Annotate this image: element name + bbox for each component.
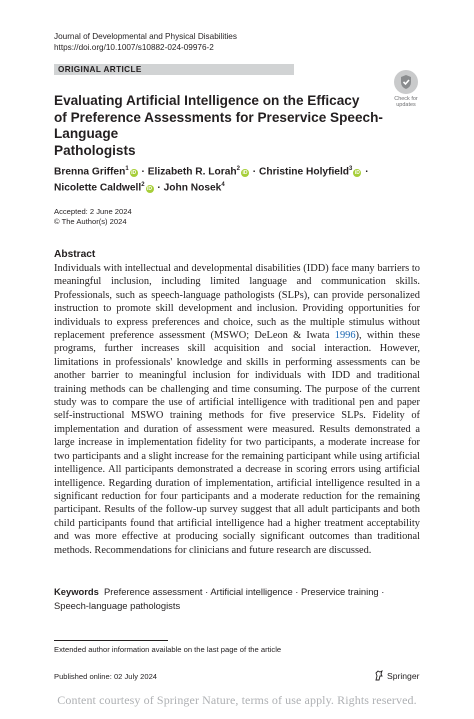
journal-name: Journal of Developmental and Physical Disabilities — [54, 32, 237, 41]
keywords-section — [54, 585, 420, 612]
footnote-extended-info: Extended author information available on the last page of the article — [54, 645, 282, 654]
title-line: Pathologists — [54, 142, 136, 158]
abstract-text: ), within these programs, further increases skill acquisition and social interaction. However, limitations in professionals' knowledge and skills in performing assessments can be another barrier to meaningful inclusion for individuals with IDD and traditional training methods can be challenging and time consuming. The purpose of the current study was to compare the use of artificial intelligence with traditional pen and paper self-instructional MSWO training methods for five preservice SLPs. Fidelity of implementation and duration of assessment were measured. Results demonstrated a large increase in implementation fidelity for two participants, a moderate increase for two participants and a slight increase for the remaining participant while using artificial intelligence. All participants demonstrated a decrease in scoring errors using artificial intelligence. Regarding duration of implementation, artificial intelligence resulted in a significant reduction for four participants and a moderate reduction for the remaining participant. Results of the follow-up survey suggest that all adult participants and both child participants found that artificial intelligence had a higher treatment acceptability and was more effective at producing socially significant outcomes than traditional methods. Recommendations for clinicians and future research are discussed. — [54, 330, 420, 556]
orcid-icon[interactable]: iD — [354, 170, 360, 177]
article-dates — [54, 207, 132, 226]
footnote-divider — [54, 640, 168, 641]
abstract-heading: Abstract — [54, 249, 96, 260]
author-affiliation: 2 — [236, 166, 240, 172]
abstract-text: Individuals with intellectual and developmental disabilities (IDD) face many barriers to meaningful inclusion, including limited language and communication skills. Professionals, such as speech-language pathologists (SLPs), can provide personalized instruction to promote skill development and inclusion. Providing opportunities for individuals to express preferences and choice, such as the multiple stimulus without replacement preference assessment (MSWO; DeLeon & Iwata — [54, 263, 420, 342]
author-name[interactable]: Brenna Griffen — [54, 166, 126, 178]
author-affiliation: 3 — [349, 166, 353, 172]
author-affiliation: 4 — [221, 181, 225, 188]
journal-header — [54, 31, 237, 53]
author-name[interactable]: John Nosek — [163, 182, 222, 194]
citation-link[interactable]: 1996 — [334, 330, 356, 342]
orcid-icon[interactable]: iD — [147, 186, 153, 193]
publisher-name: Springer — [387, 670, 420, 681]
author-name[interactable]: Nicolette Caldwell — [54, 182, 142, 194]
author-list: Brenna Griffen$^1$iD · Elizabeth R. Lorah$^2$iD · Christine Holyfield$^3$iD · Nicolette Caldwell$^2$iD · John Nosek$^4$ — [54, 166, 369, 194]
author-name[interactable]: Elizabeth R. Lorah — [147, 166, 237, 178]
doi-link[interactable]: https://doi.org/10.1007/s10882-024-09976-2 — [54, 43, 214, 52]
author-name[interactable]: Christine Holyfield — [259, 166, 350, 178]
check-updates-icon — [394, 70, 418, 94]
article-type-label: ORIGINAL ARTICLE — [58, 65, 142, 74]
article-title — [54, 93, 414, 159]
abstract-body — [54, 262, 420, 557]
accepted-date: Accepted: 2 June 2024 — [54, 207, 132, 216]
courtesy-notice: Content courtesy of Springer Nature, terms of use apply. Rights reserved. — [57, 693, 417, 707]
keywords-label: Keywords — [54, 586, 99, 597]
springer-horse-icon — [374, 670, 384, 681]
copyright-line: © The Author(s) 2024 — [54, 216, 127, 226]
title-line: Evaluating Artificial Intelligence on the Efficacy — [54, 93, 360, 108]
orcid-icon[interactable]: iD — [242, 170, 248, 177]
published-date: Published online: 02 July 2024 — [54, 672, 158, 681]
keywords-text: Preference assessment · Artificial intelligence · Preservice training · Speech-language pathologists — [54, 586, 385, 611]
orcid-icon[interactable]: iD — [131, 170, 137, 177]
check-updates-line2: updates — [396, 102, 416, 108]
check-updates-line1: Check for — [394, 96, 418, 102]
springer-logo — [374, 670, 419, 681]
author-affiliation: 2 — [141, 181, 145, 188]
title-line: of Preference Assessments for Preservice Speech-Language — [54, 109, 383, 141]
author-affiliation: 1 — [125, 166, 129, 172]
